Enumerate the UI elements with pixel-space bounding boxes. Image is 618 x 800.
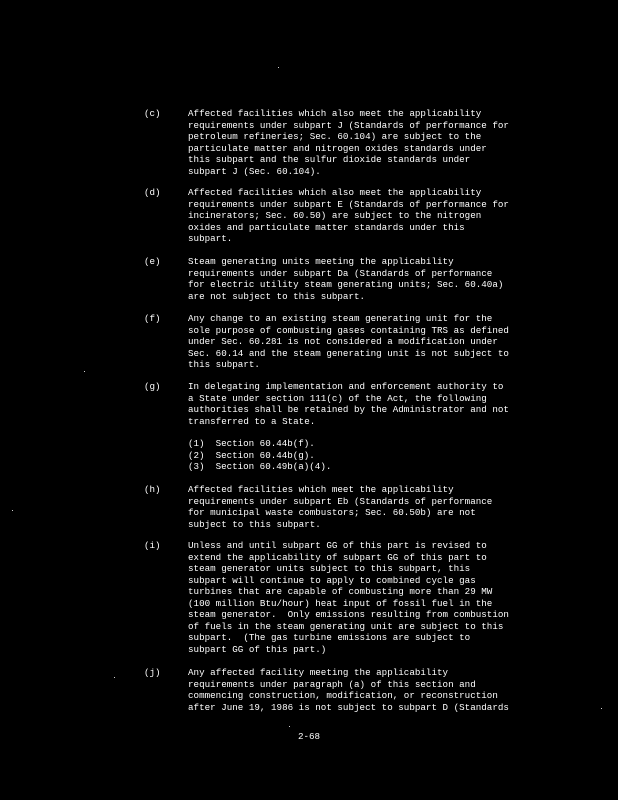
sublist-item: (3) Section 60.49b(a)(4). [188, 461, 332, 472]
paragraph-line: Unless and until subpart GG of this part is revised to [188, 540, 487, 551]
paragraph-line: Steam generating units meeting the applicability [188, 256, 454, 267]
sublist-item: (1) Section 60.44b(f). [188, 438, 315, 449]
paragraph-label: (c) [144, 108, 161, 119]
paragraph-line: (100 million Btu/hour) heat input of fossil fuel in the [188, 597, 493, 609]
paragraph-line: incinerators; Sec. 60.50) are subject to the nitrogen [188, 210, 482, 221]
paragraph-line: Affected facilities which meet the applicability [188, 484, 454, 495]
paragraph-line: subpart. (The gas turbine emissions are subject to [188, 632, 471, 643]
paragraph-line: requirements under subpart E (Standards of performance for [188, 198, 509, 210]
paragraph-line: Sec. 60.14 and the steam generating unit is not subject to [188, 347, 509, 359]
scan-speck [278, 67, 279, 68]
paragraph-line: transferred to a State. [188, 415, 316, 427]
paragraph-line: for electric utility steam generating units; Sec. 60.40a) [188, 279, 504, 290]
paragraph-line: under Sec. 60.281 is not considered a modification under [188, 336, 498, 347]
scan-speck [84, 371, 85, 372]
paragraph-line: subpart will continue to apply to combined cycle gas [188, 574, 476, 586]
paragraph-line: Any affected facility meeting the applicability [188, 667, 449, 678]
paragraph-line: subpart J (Sec. 60.104). [188, 165, 321, 177]
section-sublist [188, 438, 488, 473]
paragraph-line: petroleum refineries; Sec. 60.104) are subject to the [188, 131, 482, 142]
paragraph-line: after June 19, 1986 is not subject to subpart D (Standards [188, 701, 509, 713]
paragraph-label: (d) [144, 187, 161, 198]
paragraph-line: particulate matter and nitrogen oxides standards under [188, 142, 487, 154]
paragraph-label: (g) [144, 381, 161, 392]
paragraph-line: requirements under subpart Da (Standards of performance [188, 267, 493, 279]
paragraph-line: for municipal waste combustors; Sec. 60.50b) are not [188, 507, 476, 518]
paragraph-line: turbines that are capable of combusting more than 29 MW [188, 586, 493, 597]
scan-speck [289, 726, 290, 727]
paragraph-line: subject to this subpart. [188, 518, 321, 530]
paragraph-line: authorities shall be retained by the Administrator and not [188, 404, 509, 415]
scan-speck [601, 708, 602, 709]
paragraph-line: requirements under subpart J (Standards of performance for [188, 119, 509, 131]
page-number: 2-68 [297, 731, 321, 742]
paragraph-line: a State under section 111(c) of the Act, the following [188, 392, 487, 404]
paragraph-line: steam generator. Only emissions resulting from combustion [188, 609, 509, 620]
paragraph-line: requirements under paragraph (a) of this section and [188, 678, 476, 690]
paragraph-line: commencing construction, modification, or reconstruction [188, 690, 498, 701]
paragraph-line: Any change to an existing steam generating unit for the [188, 313, 493, 324]
paragraph-label: (e) [144, 256, 161, 267]
paragraph-line: steam generator units subject to this subpart, this [188, 563, 471, 574]
paragraph-line: this subpart and the sulfur dioxide standards under [188, 154, 471, 165]
paragraph-label: (f) [144, 313, 161, 324]
paragraph-line: In delegating implementation and enforcement authority to [188, 381, 504, 392]
paragraph-line: requirements under subpart Eb (Standards of performance [188, 495, 493, 507]
paragraph-line: are not subject to this subpart. [188, 290, 366, 302]
paragraph-label: (i) [144, 540, 161, 551]
paragraph-line: Affected facilities which also meet the applicability [188, 108, 482, 119]
paragraph-line: Affected facilities which also meet the applicability [188, 187, 482, 198]
sublist-item: (2) Section 60.44b(g). [188, 449, 315, 461]
paragraph-line: extend the applicability of subpart GG of this part to [188, 551, 487, 563]
scan-speck [12, 510, 13, 511]
paragraph-label: (h) [144, 484, 161, 495]
paragraph-label: (j) [144, 667, 161, 678]
scan-speck [114, 677, 115, 678]
paragraph-line: of fuels in the steam generating unit are subject to this [188, 620, 504, 632]
paragraph-line: sole purpose of combusting gases containing TRS as defined [188, 324, 509, 336]
paragraph-line: this subpart. [188, 359, 260, 370]
paragraph-line: oxides and particulate matter standards under this [188, 221, 465, 233]
paragraph-line: subpart GG of this part.) [188, 643, 327, 655]
paragraph-line: subpart. [188, 233, 233, 244]
